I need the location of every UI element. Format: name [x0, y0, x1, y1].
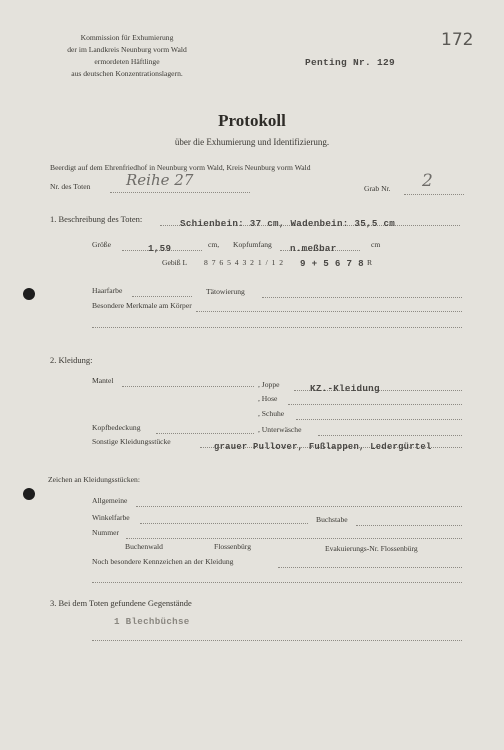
teeth-label: Gebiß L	[162, 258, 188, 267]
grave-value: 2	[422, 171, 433, 191]
hair-label: Haarfarbe	[92, 286, 123, 295]
height-unit: cm,	[208, 240, 220, 249]
place-number: Penting Nr. 129	[305, 57, 396, 68]
other-marks-label: Noch besondere Kennzeichen an der Kleidung	[92, 557, 234, 566]
coat-label: Mantel	[92, 376, 114, 385]
teeth-left: 8 7 6 5 4 3 2 1 / 1 2	[204, 258, 285, 267]
description-value: Schienbein: 37 cm, Wadenbein: 35,5 cm	[180, 218, 396, 229]
number-label: Nummer	[92, 528, 119, 537]
section2-heading: 2. Kleidung:	[50, 355, 93, 365]
dead-no-label: Nr. des Toten	[50, 182, 91, 191]
trousers-label: , Hose	[258, 394, 278, 403]
other-clothing-value: grauer Pullover, Fußlappen, Ledergürtel	[214, 442, 432, 452]
commission-line-2: der im Landkreis Neunburg vorm Wald	[67, 45, 187, 54]
marks-label: Besondere Merkmale am Körper	[92, 301, 192, 310]
page-subtitle: über die Exhumierung und Identifizierung.	[174, 137, 330, 147]
tattoo-label: Tätowierung	[206, 287, 245, 296]
page-title: Protokoll	[218, 111, 286, 130]
head-label: Kopfumfang	[233, 240, 272, 249]
evacuation-label: Evakuierungs-Nr. Flossenbürg	[325, 544, 418, 553]
jacket-value: KZ.-Kleidung	[310, 383, 380, 394]
commission-line-1: Kommission für Exhumierung	[80, 33, 174, 42]
grave-label: Grab Nr.	[364, 184, 391, 193]
marks-heading: Zeichen an Kleidungsstücken:	[48, 475, 140, 484]
burial-text: Beerdigt auf dem Ehrenfriedhof in Neunburg vorm Wald, Kreis Neunburg vorm Wald	[50, 163, 311, 172]
punch-hole-bottom	[23, 488, 35, 500]
commission-line-3: ermordeten Häftlinge	[94, 57, 160, 66]
found-item: 1 Blechbüchse	[114, 616, 190, 627]
page-number: 172	[441, 30, 474, 50]
buchenwald-label: Buchenwald	[125, 542, 163, 551]
general-label: Allgemeine	[92, 496, 128, 505]
headwear-label: Kopfbedeckung	[92, 423, 141, 432]
shoes-label: , Schuhe	[258, 409, 285, 418]
head-unit: cm	[371, 240, 381, 249]
dead-no-value: Reihe 27	[126, 171, 194, 189]
flossenburg-label: Flossenbürg	[214, 542, 251, 551]
head-value: n.meßbar	[290, 243, 337, 254]
section1-heading: 1. Beschreibung des Toten:	[50, 214, 143, 224]
other-clothing-label: Sonstige Kleidungsstücke	[92, 437, 171, 446]
commission-line-4: aus deutschen Konzentrationslagern.	[71, 69, 183, 78]
teeth-right: R	[367, 258, 373, 267]
jacket-label: , Joppe	[258, 380, 280, 389]
angle-color-label: Winkelfarbe	[92, 513, 130, 522]
section3-heading: 3. Bei dem Toten gefundene Gegenstände	[50, 598, 192, 608]
letter-label: Buchstabe	[316, 515, 348, 524]
punch-hole-top	[23, 288, 35, 300]
height-value: 1,59	[148, 243, 172, 254]
underwear-label: , Unterwäsche	[258, 425, 302, 434]
height-label: Größe	[92, 240, 111, 249]
teeth-typed: 9 + 5 6 7 8	[300, 258, 364, 269]
